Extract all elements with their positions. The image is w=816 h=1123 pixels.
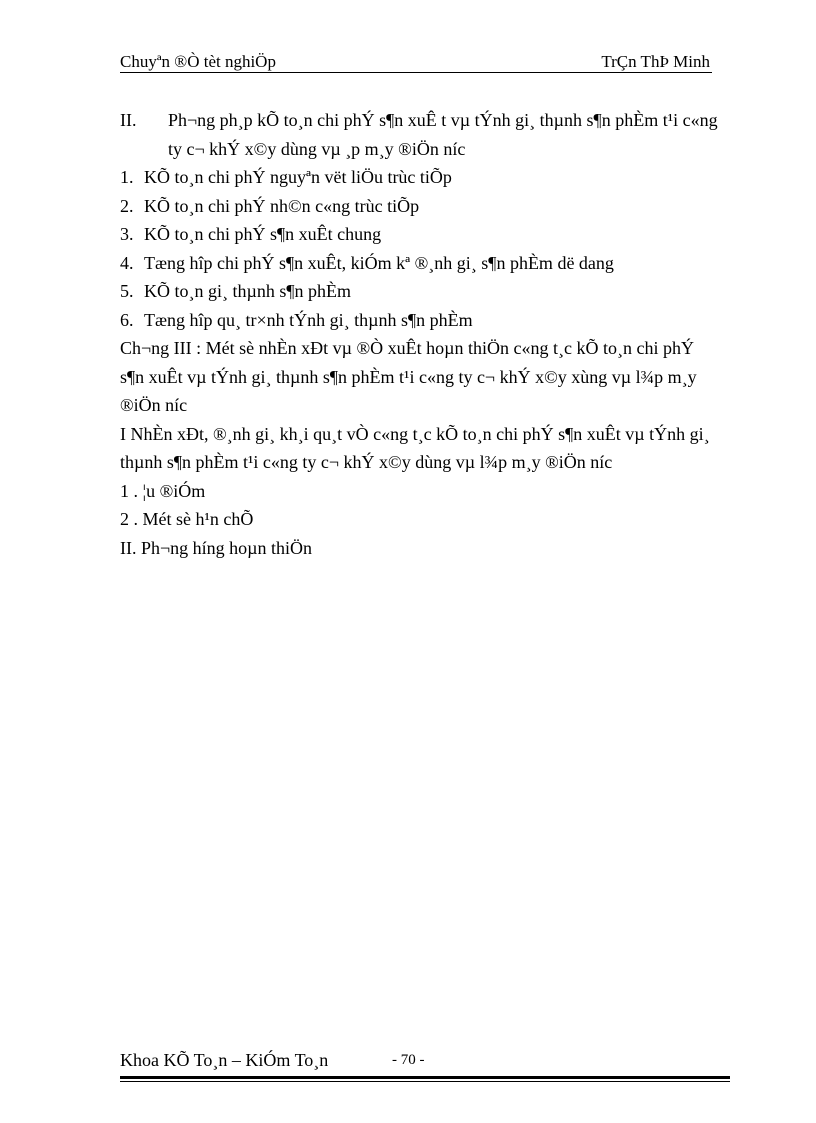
- section-i-line2: thµnh s¶n phÈm t¹i c«ng ty c¬ khÝ x©y dùng vµ l¾p m¸y ®iÖn níc: [120, 452, 613, 472]
- item-number: 5.: [120, 281, 134, 301]
- section-ii-heading: [120, 106, 750, 135]
- subsection-1: 1 . ¦u ®iÓm: [120, 480, 206, 501]
- list-item: [120, 306, 750, 335]
- subsection-2: 2 . Mét sè h¹n chÕ: [120, 509, 254, 529]
- list-item: [120, 277, 750, 306]
- item-text: KÕ to¸n chi phÝ nguyªn vët liÖu trùc tiÕp: [144, 167, 452, 187]
- chapter-iii-line1: Ch¬ng III : Mét sè nhÈn xÐt vµ ®Ò xuÊt hoµn thiÖn c«ng t¸c kÕ to¸n chi phÝ: [120, 338, 694, 358]
- item-text: Tæng hîp chi phÝ s¶n xuÊt, kiÓm kª ®¸nh gi¸ s¶n phÈm dë dang: [144, 252, 614, 273]
- section-ii-numeral: II.: [120, 110, 137, 130]
- header-rule: [120, 72, 712, 73]
- list-item: [120, 192, 750, 221]
- list-item: [120, 220, 750, 249]
- section-ii-improvement: II. Ph¬ng híng hoµn thiÖn: [120, 537, 313, 558]
- item-text: KÕ to¸n chi phÝ nh©n c«ng trùc tiÕp: [144, 195, 420, 216]
- header-thesis-title: Chuyªn ®Ò tèt nghiÖp: [120, 52, 276, 71]
- section-ii-line1: Ph¬ng ph¸p kÕ to¸n chi phÝ s¶n xuÊ t vµ tÝnh gi¸ thµnh s¶n phÈm t¹i c«ng: [168, 110, 718, 130]
- header-author: TrÇn ThÞ Minh: [601, 52, 710, 71]
- item-number: 2.: [120, 195, 134, 216]
- section-ii-line2: ty c¬ khÝ x©y dùng vµ ¸p m¸y ®iÖn níc: [168, 138, 466, 159]
- item-text: Tæng hîp qu¸ tr×nh tÝnh gi¸ thµnh s¶n phÈm: [144, 309, 473, 330]
- list-item: [120, 163, 750, 192]
- item-number: 3.: [120, 224, 134, 244]
- section-i-line1: I NhÈn xÐt, ®¸nh gi¸ kh¸i qu¸t vÒ c«ng t¸c kÕ to¸n chi phÝ s¶n xuÊt vµ tÝnh gi¸: [120, 423, 710, 444]
- item-text: KÕ to¸n gi¸ thµnh s¶n phÈm: [144, 281, 352, 301]
- toc-content: [120, 106, 750, 562]
- footer-rule-thick: [120, 1076, 730, 1079]
- item-number: 6.: [120, 309, 134, 330]
- footer-rule-thin: [120, 1081, 730, 1082]
- page-number: - 70 -: [392, 1052, 425, 1068]
- item-text: KÕ to¸n chi phÝ s¶n xuÊt chung: [144, 224, 382, 244]
- chapter-iii-line3: ®iÖn níc: [120, 395, 188, 415]
- footer-department: Khoa KÕ To¸n – KiÓm To¸n: [120, 1050, 329, 1070]
- item-number: 4.: [120, 252, 134, 273]
- item-number: 1.: [120, 167, 134, 187]
- chapter-iii-line2: s¶n xuÊt vµ tÝnh gi¸ thµnh s¶n phÈm t¹i c«ng ty c¬ khÝ x©y xùng vµ l¾p m¸y: [120, 366, 697, 387]
- list-item: [120, 249, 750, 278]
